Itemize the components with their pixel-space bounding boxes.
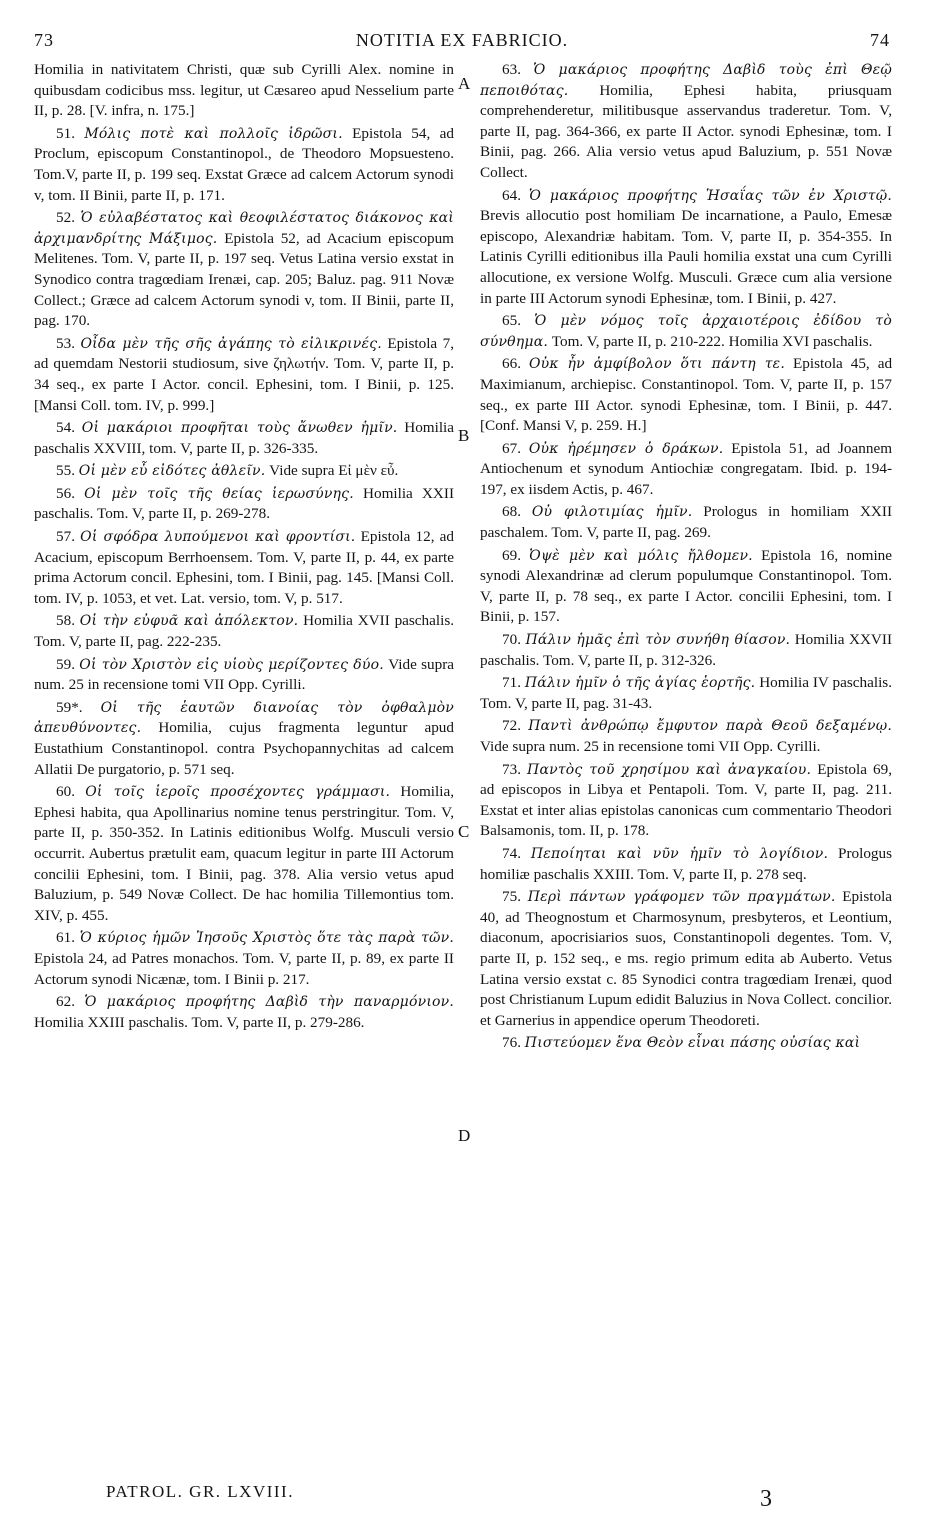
entry-number: 51. bbox=[56, 124, 75, 142]
entry-incipit: Οἱ τὴν εὐφυᾶ καὶ ἀπόλεκτον. bbox=[79, 613, 299, 630]
entry-incipit: Πεποίηται καὶ νῦν ἡμῖν τὸ λογίδιον. bbox=[530, 845, 829, 862]
entry-description: Epistola 51, ad Joannem Antiochenum et synodum Antiochiæ congregatam. Ibid. p. 194-197, ex iisdem Actis, p. 467. bbox=[480, 439, 893, 498]
entry-description: Epistola 69, ad episcopos in Libya et Pentapoli. Tom. V, parte II, pag. 211. Exstat et inter alias epistolas canonicas cum commentario Theodori Balsamonis, tom. II, p. 178. bbox=[480, 760, 893, 840]
entry-description: Epistola 52, ad Acacium episcopum Melitenes. Tom. V, parte II, p. 197 seq. Vetus Latina versio exstat in Synodico contra tragœdiam Irenæi, cap. 205; Baluz. pag. 911 Novæ Collect.; Græce ad calcem Actorum synodi v, tom. II Binii, parte II, pag. 170. bbox=[34, 229, 454, 330]
catalog-entry bbox=[34, 527, 454, 609]
entry-description: Brevis allocutio post homiliam De incarnatione, a Paulo, Emesæ episcopo, Alexandriæ habitam. Tom. V, parte II, p. 354-355. In Latinis Cyrilli editionibus illa Pauli homilia exstat una cum Cyrilli allocutione, ex versione Wolfg. Musculi. Græce cum alia versione in parte III Actorum synodi Ephesinæ, tom. I Binii, p. 427. bbox=[480, 207, 892, 307]
entry-number: 61. bbox=[56, 929, 75, 947]
entry-description: Homilia, cujus fragmenta leguntur apud Eustathium Constantinopol. contra Psychopannychitas ad calcem Allatii De purgatorio, p. 571 seq. bbox=[34, 719, 454, 778]
entry-description: Homilia, Ephesi habita, priusquam comprehenderetur, militibusque asservandus traderetur. Tom. V, parte II, pag. 364-366, ex parte II Actor. synodi Ephesinæ, tom. I Binii, pag. 266. Alia versio vetus apud Baluzium, p. 551 Novæ Collect. bbox=[480, 81, 892, 181]
entry-description: Homilia XXIII paschalis. Tom. V, parte II, p. 279-286. bbox=[34, 1013, 365, 1031]
entry-incipit: Ὁ κύριος ἡμῶν Ἰησοῦς Χριστὸς ὅτε τὰς παρὰ τῶν. bbox=[79, 930, 454, 947]
catalog-entry bbox=[480, 311, 892, 352]
catalog-entry bbox=[34, 461, 454, 482]
entry-description: Epistola 16, nomine synodi Alexandrinæ ad clerum populumque Constantinopol. Tom. V, parte II, p. 78 seq., ex parte I Actor. concilii Ephesini, tom. I Binii, p. 157. bbox=[480, 546, 892, 626]
entry-number: 66. bbox=[502, 355, 521, 373]
entry-number: 76. bbox=[502, 1034, 521, 1052]
entry-number: 64. bbox=[502, 186, 521, 204]
entry-description: Prologus in homiliam XXII paschalem. Tom. V, parte II, pag. 269. bbox=[480, 503, 893, 542]
entry-number: 72. bbox=[502, 717, 521, 735]
entry-incipit: Πάλιν ἡμῖν ὁ τῆς ἁγίας ἑορτῆς. bbox=[524, 675, 756, 692]
entry-number: 55. bbox=[56, 462, 75, 480]
entry-description: Homilia IV paschalis. Tom. V, parte II, pag. 31-43. bbox=[480, 674, 892, 712]
margin-letter-c: C bbox=[458, 822, 470, 841]
entry-incipit: Ὁ μακάριος προφήτης Ἡσαΐας τῶν ἐν Χριστῷ. bbox=[528, 187, 892, 204]
entry-number: 62. bbox=[56, 993, 75, 1011]
entry-number: 56. bbox=[56, 484, 75, 502]
catalog-entry bbox=[34, 418, 454, 459]
entry-number: 70. bbox=[502, 631, 521, 649]
entry-incipit: Οὐκ ἠρέμησεν ὁ δράκων. bbox=[528, 440, 724, 457]
entry-incipit: Οἱ τῆς ἑαυτῶν διανοίας τὸν ὀφθαλμὸν ἀπευθύνοντες. bbox=[34, 699, 454, 737]
catalog-entry bbox=[480, 1033, 892, 1054]
signature-mark: 3 bbox=[760, 1486, 772, 1512]
entry-incipit: Οὐκ ἦν ἀμφίβολον ὅτι πάντη τε. bbox=[528, 356, 786, 373]
entry-description: Homilia XXII paschalis. Tom. V, parte II, p. 269-278. bbox=[34, 484, 455, 523]
entry-incipit: Οἱ τὸν Χριστὸν εἰς υἱοὺς μερίζοντες δύο. bbox=[79, 656, 384, 673]
entry-incipit: Οἱ μὲν εὖ εἰδότες ἀθλεῖν. bbox=[78, 463, 266, 480]
entry-description: Homilia XXVII paschalis. Tom. V, parte II, p. 312-326. bbox=[480, 631, 893, 669]
entry-number: 65. bbox=[502, 312, 521, 330]
catalog-entry bbox=[34, 992, 454, 1033]
entry-description: Epistola 45, ad Maximianum, archiepisc. Constantinopol. Tom. V, parte II, p. 157 seq., ex parte III Actor. synodi Ephesinæ, tom. I Binii, p. 447. [Conf. Mansi V, p. 259. H.] bbox=[480, 355, 893, 435]
catalog-entry bbox=[34, 208, 454, 332]
catalog-entry bbox=[34, 334, 454, 416]
catalog-entry bbox=[480, 716, 892, 757]
entry-description: Epistola 12, ad Acacium, episcopum Berrhoensem. Tom. V, parte II, p. 44, ex parte prima Actorum concil. Ephesini, tom. I Binii, pag. 145. [Mansi Coll. tom. IV, p. 1053, et vet. Lat. versio, tom. V, p. 517. bbox=[34, 528, 454, 607]
entry-incipit: Οἱ μακάριοι προφῆται τοὺς ἄνωθεν ἡμῖν. bbox=[81, 420, 398, 437]
entry-number: 59. bbox=[56, 655, 75, 673]
entry-description: Homilia in nativitatem Christi, quæ sub Cyrilli Alex. nomine in quibusdam codicibus mss. legitur, ut Cæsareo apud Nesselium parte II, p. 28. [V. infra, n. 175.] bbox=[34, 61, 454, 120]
entry-description: Vide supra Εἰ μὲν εὖ. bbox=[269, 462, 399, 480]
catalog-entry bbox=[480, 844, 892, 885]
entry-description: Homilia XVII paschalis. Tom. V, parte II, pag. 222-235. bbox=[34, 612, 455, 651]
entry-incipit: Πιστεύομεν ἕνα Θεὸν εἶναι πάσης οὐσίας καὶ bbox=[524, 1035, 861, 1052]
entry-description: Vide supra num. 25 in recensione tomi VII Opp. Cyrilli. bbox=[480, 738, 821, 755]
catalog-entry bbox=[34, 484, 454, 525]
page-header bbox=[34, 30, 890, 58]
entry-number: 58. bbox=[56, 612, 75, 630]
running-title: NOTITIA EX FABRICIO. bbox=[355, 30, 569, 50]
catalog-entry bbox=[34, 611, 454, 652]
page-number-right: 74 bbox=[870, 30, 890, 50]
margin-letter-a: A bbox=[458, 74, 471, 93]
entry-description: Epistola 40, ad Theognostum et Charmosynum, presbyteros, et Leontium, diaconum, apocrisiarios suos, Constantinopoli degentes. Tom. V, parte II, p. 152 seq., e ms. regio primum edita ab Auberto. Vetus Latina versio exstat c. 85 Synodici contra tragœdiam Irenæi, quod post Christianum Lupum edidit Baluzius in Nova Collect. concilior. et Garnerius in appendice operum Theodoreti. bbox=[480, 888, 893, 1029]
entry-incipit: Οἱ τοῖς ἱεροῖς προσέχοντες γράμμασι. bbox=[85, 784, 391, 801]
entry-number: 68. bbox=[502, 503, 521, 521]
entry-description: Tom. V, parte II, p. 210-222. Homilia XVI paschalis. bbox=[551, 332, 873, 350]
entry-number: 57. bbox=[56, 528, 75, 546]
right-column bbox=[480, 60, 892, 1056]
entry-number: 69. bbox=[502, 546, 521, 564]
entry-description: Homilia, Ephesi habita, qua Apollinarius nomine tenus perstringitur. Tom. V, parte II, p. 350-352. In Latinis editionibus Wolfg. Musculi versio occurrit. Aubertus prætulit eam, quacum legitur in parte III Actorum concilii Ephesini, tom. I Binii, pag. 378. Alia versio vetus apud Baluzium, p. 549 Novæ Collect. De hac homilia Tillemontius tom. XIV, p. 455. bbox=[34, 783, 454, 924]
catalog-entry bbox=[480, 60, 892, 184]
entry-description: Prologus homiliæ paschalis XXIII. Tom. V, parte II, p. 278 seq. bbox=[480, 844, 893, 883]
entry-description: Epistola 54, ad Proclum, episcopum Constantinopol., de Theodoro Mopsuesteno. Tom.V, parte II, p. 199 seq. Exstat Græce ad calcem Actorum synodi v, tom. II Binii, parte II, p. 171. bbox=[34, 124, 454, 204]
entry-incipit: Ὁ μὲν νόμος τοῖς ἀρχαιοτέροις ἐδίδου τὸ σύνθημα. bbox=[480, 313, 893, 350]
entry-incipit: Οὐ φιλοτιμίας ἡμῖν. bbox=[531, 504, 693, 521]
catalog-entry bbox=[34, 782, 454, 926]
entry-incipit: Πάλιν ἡμᾶς ἐπὶ τὸν συνήθη θίασον. bbox=[525, 632, 791, 649]
margin-letter-d: D bbox=[458, 1126, 471, 1145]
entry-number: 59*. bbox=[56, 698, 83, 716]
entry-incipit: Οἶδα μὲν τῆς σῆς ἀγάπης τὸ εἰλικρινές. bbox=[80, 335, 382, 352]
entry-incipit: Ὁ μακάριος προφήτης Δαβὶδ τοὺς ἐπὶ Θεῷ πεποιθότας. bbox=[480, 62, 893, 99]
left-column bbox=[34, 60, 454, 1035]
page-number-left: 73 bbox=[34, 30, 54, 50]
margin-letter-b: B bbox=[458, 426, 470, 445]
footer-signature-line: PATROL. GR. LXVIII. bbox=[106, 1482, 294, 1501]
entry-number: 53. bbox=[56, 334, 75, 352]
catalog-entry bbox=[480, 354, 892, 436]
catalog-entry bbox=[34, 698, 454, 780]
entry-incipit: Ὁ εὐλαβέστατος καὶ θεοφιλέστατος διάκονος καὶ ἀρχιμανδρίτης Μάξιμος. bbox=[34, 210, 454, 247]
entry-description: Epistola 24, ad Patres monachos. Tom. V, parte II, p. 89, ex parte II Actorum synodi Nicænæ, tom. I Binii p. 217. bbox=[34, 949, 454, 988]
entry-number: 75. bbox=[502, 888, 521, 906]
entry-description: Homilia paschalis XXVIII, tom. V, parte II, p. 326-335. bbox=[34, 419, 455, 457]
entry-number: 67. bbox=[502, 439, 521, 457]
catalog-entry bbox=[480, 630, 892, 671]
entry-incipit: Μόλις ποτὲ καὶ πολλοῖς ἱδρῶσι. bbox=[84, 125, 343, 142]
entry-number: 54. bbox=[56, 419, 75, 437]
catalog-entry bbox=[480, 887, 892, 1031]
catalog-entry bbox=[480, 760, 892, 842]
catalog-entry bbox=[34, 655, 454, 696]
catalog-entry bbox=[480, 546, 892, 628]
catalog-entry bbox=[34, 124, 454, 206]
entry-incipit: Παντὶ ἀνθρώπῳ ἔμφυτον παρὰ Θεοῦ δεξαμένῳ. bbox=[528, 718, 892, 735]
entry-description: Vide supra num. 25 in recensione tomi VII Opp. Cyrilli. bbox=[34, 655, 455, 694]
catalog-entry bbox=[34, 60, 454, 122]
entry-incipit: Ὁ μακάριος προφήτης Δαβὶδ τὴν παναρμόνιον. bbox=[84, 994, 455, 1011]
entry-number: 63. bbox=[502, 61, 521, 78]
catalog-entry bbox=[34, 928, 454, 990]
entry-incipit: Περὶ πάντων γράφομεν τῶν πραγμάτων. bbox=[527, 889, 836, 906]
catalog-entry bbox=[480, 673, 892, 714]
entry-incipit: Οἱ σφόδρα λυπούμενοι καὶ φροντίσι. bbox=[80, 529, 356, 546]
entry-number: 73. bbox=[502, 760, 521, 778]
entry-description: Epistola 7, ad quemdam Nestorii studiosum, sive ζηλωτήν. Tom. V, parte II, p. 34 seq., ex parte I Actor. concil. Ephesini, tom. I Binii, p. 125. [Mansi Coll. tom. IV, p. 999.] bbox=[34, 334, 455, 414]
entry-number: 74. bbox=[502, 844, 521, 862]
catalog-entry bbox=[480, 439, 892, 501]
entry-number: 71. bbox=[502, 674, 521, 692]
catalog-entry bbox=[480, 186, 892, 310]
entry-number: 52. bbox=[56, 209, 75, 227]
entry-number: 60. bbox=[56, 783, 75, 801]
entry-incipit: Ὀψὲ μὲν καὶ μόλις ἤλθομεν. bbox=[529, 547, 753, 564]
catalog-entry bbox=[480, 502, 892, 543]
entry-incipit: Παντὸς τοῦ χρησίμου καὶ ἀναγκαίου. bbox=[527, 761, 812, 778]
entry-incipit: Οἱ μὲν τοῖς τῆς θείας ἱερωσύνης. bbox=[84, 485, 354, 502]
